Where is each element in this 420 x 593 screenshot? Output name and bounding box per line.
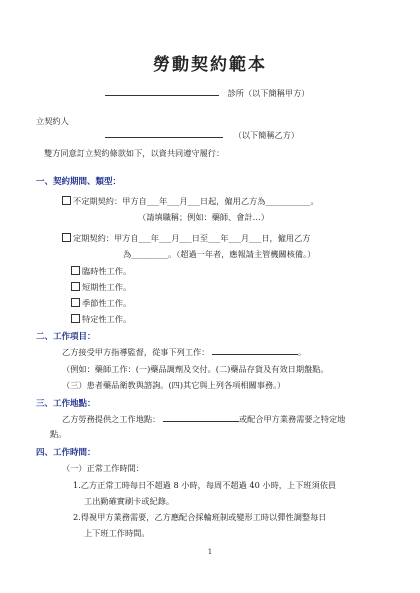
option-checkbox[interactable] [71, 314, 80, 323]
clinic-suffix: 診所（以下簡稱甲方） [227, 88, 310, 98]
party-b-line [105, 130, 299, 141]
option-checkbox[interactable] [71, 298, 80, 307]
section-3-heading: 三、工作地點： [36, 399, 96, 409]
party-label: 立契約人 [36, 116, 69, 126]
page-number: 1 [207, 548, 213, 556]
hours-item-2: 2.得視甲方業務需要，乙方應配合採輪班制或變形工時以彈性調整每日 [73, 512, 327, 522]
document-title: 勞動契約範本 [153, 55, 267, 75]
hours-item-1-cont: 工出勤確實刷卡或紀錄。 [84, 496, 175, 506]
section-2-heading: 二、工作項目： [36, 332, 96, 342]
work-location-blank[interactable] [163, 421, 239, 422]
fixed-term-row [62, 233, 310, 244]
work-items-example-2: （三）患者藥品衛教與諮詢。(四)其它與上列各項相關事務。） [62, 380, 286, 390]
option-specific [71, 314, 131, 325]
work-items-text: 乙方接受甲方指導監督，從事下列工作： [62, 347, 210, 357]
option-checkbox[interactable] [71, 266, 80, 275]
normal-hours-heading: （一）正常工作時間： [62, 463, 144, 473]
indefinite-contract-row [62, 196, 319, 207]
work-items-example-1: （例如：藥師工作：(一)藥品調劑及交付。(二)藥品存貨及有效日期盤點。 [62, 364, 329, 374]
option-seasonal [71, 298, 131, 309]
option-label: 臨時性工作。 [82, 266, 132, 276]
fixed-term-cont: 為_________。（超過一年者，應報請主管機關核備。） [123, 249, 316, 259]
work-items-line: 乙方接受甲方指導監督，從事下列工作： 。 [62, 347, 307, 357]
option-label: 季節性工作。 [82, 298, 132, 308]
option-label: 短期性工作。 [82, 282, 132, 292]
indefinite-text: 不定期契約：甲方自___年___月___日起，僱用乙方為___________。 [73, 196, 319, 206]
party-b-blank[interactable] [105, 137, 223, 138]
work-location-text: 乙方勞務提供之工作地點： [62, 414, 161, 424]
work-location-line [62, 414, 345, 425]
work-items-blank[interactable] [212, 354, 298, 355]
indefinite-checkbox[interactable] [62, 196, 71, 205]
section-4-heading: 四、工作時間： [36, 448, 96, 458]
clinic-line [105, 88, 310, 99]
work-location-suffix: 或配合甲方業務需要之特定地 [238, 414, 346, 424]
option-short-term [71, 282, 131, 293]
fixed-term-text: 定期契約：甲方自___年___月___日至___年___月___日，僱用乙方 [73, 233, 311, 243]
intro-text: 雙方同意訂立契約條款如下，以資共同遵守履行： [44, 148, 225, 158]
option-label: 特定性工作。 [82, 314, 132, 324]
fixed-term-checkbox[interactable] [62, 233, 71, 242]
option-temporary [71, 266, 131, 277]
indefinite-note: （請填職稱；例如：藥師、會計…） [138, 212, 270, 222]
work-location-cont: 點。 [50, 429, 67, 439]
party-b-suffix: （以下簡稱乙方） [233, 130, 300, 140]
hours-item-2-cont: 上下班工作時間。 [84, 528, 150, 538]
option-checkbox[interactable] [71, 282, 80, 291]
section-1-heading: 一、契約期間、類型： [36, 177, 122, 187]
clinic-name-blank[interactable] [105, 95, 219, 96]
hours-item-1: 1.乙方正常工時每日不超過 8 小時，每周不超過 40 小時，上下班須依員 [73, 480, 337, 490]
